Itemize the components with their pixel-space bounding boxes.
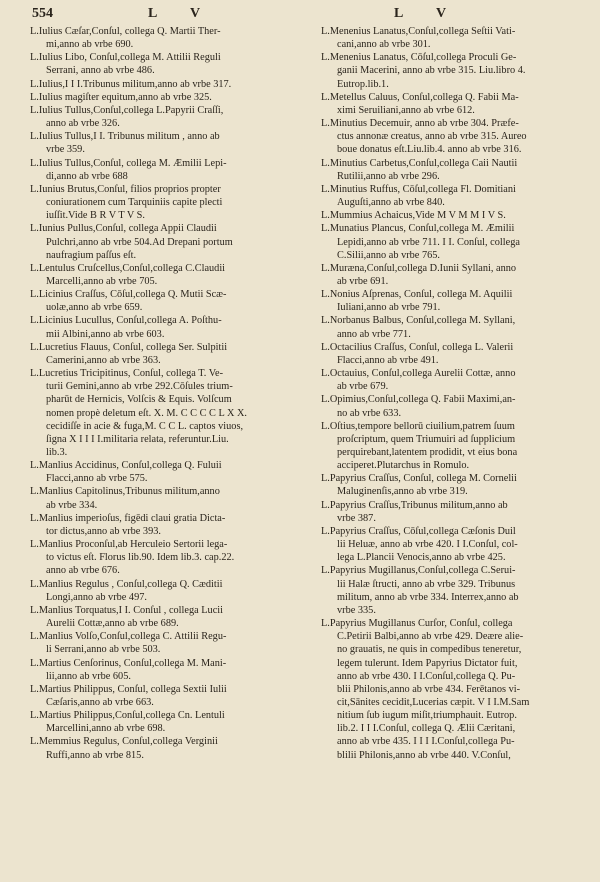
right-column-line: blilii Philonis,anno ab vrbe 440. V.Conſul, [337,749,511,761]
right-column-line: perquirebant,latentem prodidit, vt eius bona [337,447,518,458]
left-column-line: ſigna X I I I I.militaria relata, referuntur.Liu. [46,433,229,445]
left-column-line: L.Martius Cenſorinus, Conſul,collega M. Mani- [30,657,227,669]
right-column-line: L.Minutius Decemuir, anno ab vrbe 304. Præfe- [321,118,519,130]
left-column-line: L.Manlius imperioſus, figēdi claui gratia Dicta- [30,512,226,524]
right-column-line: no grauatis, ne quis in compedibus teneretur, [337,644,522,656]
right-column-line: anno ab vrbe 771. [337,328,411,340]
left-column-line: turii Gemini,anno ab vrbe 292.Cōſules trium- [46,381,233,393]
left-column-line: mi,anno ab vrbe 690. [46,39,134,51]
right-column-line: L.Papyrius Craſſus,Tribunus militum,anno ab [321,499,508,511]
right-running-letter-l: L [394,6,404,21]
left-column-line: L.Lucretius Tricipitinus, Conſul, collega T. Ve- [30,368,224,380]
right-column-line: L.Papyrius Craſſus, Conſul, collega M. Cornelii [321,473,517,485]
right-column-line: vrbe 335. [337,604,376,616]
right-running-letter-v: V [436,6,447,21]
right-column-line: cani,anno ab vrbe 301. [337,39,431,51]
left-running-letter-v: V [190,6,201,21]
right-column-line: proſcriptum, quem Triumuiri ad ſupplicium [337,433,516,445]
left-column-line: Flacci,anno ab vrbe 575. [46,473,148,485]
left-column-line: Ruffi,anno ab vrbe 815. [46,749,144,761]
left-column-line: Serrani, anno ab vrbe 486. [46,65,155,77]
right-column-line: L.Minutius Carbetus,Conſul,collega Caii Nautii [321,157,518,169]
right-column-line: L.Minutius Ruffus, Cōſul,collega Fl. Domitiani [321,183,516,195]
right-column-line: C.Petirii Balbi,anno ab vrbe 429. Deære alie- [337,631,524,643]
left-column-line: L.Lentulus Cruſcellus,Conſul,collega C.Claudii [30,262,226,274]
left-column-line: L.Manlius Accidinus, Conſul,collega Q. Fuluii [30,460,222,472]
right-column-line: Flacci,anno ab vrbe 491. [337,354,439,366]
left-column-line: L.Manlius Capitolinus,Tribunus militum,anno [30,486,220,498]
left-column-line: Longi,anno ab vrbe 497. [46,591,147,603]
right-column-line: ab vrbe 679. [337,381,389,393]
left-column-line: Aurelii Cottæ,anno ab vrbe 689. [46,618,179,630]
right-column-line: C.Silii,anno ab vrbe 765. [337,249,440,261]
right-column-line: L.Papyrius Craſſus, Cōſul,collega Cæſonis Duil [321,525,516,537]
right-column-line: Iuliani,anno ab vrbe 791. [337,302,441,314]
left-column-line: L.Martius Philippus,Conſul,collega Cn. Lentuli [30,710,225,722]
page-number: 554 [32,6,53,21]
left-column-line: L.Iulius Tullus,Conſul,collega L.Papyrii Craſſi, [30,104,224,116]
left-column-line: anno ab vrbe 676. [46,565,120,577]
right-column-line: Rutilii,anno ab vrbe 296. [337,170,440,182]
left-column [30,25,314,762]
left-column-line: lib.3. [46,447,68,458]
left-column-line: L.Iunius Pullus,Conſul, collega Appii Claudii [30,223,217,235]
left-column-line: anno ab vrbe 326. [46,118,120,130]
left-column-line: L.Licinius Lucullus, Conſul,collega A. Poſthu- [30,315,222,327]
left-column-line: L.Iulius,I I I.Tribunus militum,anno ab vrbe 317. [30,78,232,90]
right-column-line: vrbe 387. [337,512,376,524]
left-column-line: tor dictus,anno ab vrbe 393. [46,525,161,537]
left-column-line: Marcellini,anno ab vrbe 698. [46,723,166,735]
right-column-line: L.Menenius Lanatus,Conſul,collega Seſtii Vati- [321,26,516,37]
left-column-line: L.Manlius Torquatus,I I. Conſul , collega Lucii [30,604,223,616]
left-column-line: L.Manlius Volſo,Conſul,collega C. Attilii Regu- [30,631,227,643]
left-column-line: L.Martius Philippus, Conſul, collega Sextii Iulii [30,683,227,695]
right-column-line: boue donatus eſt.Liu.lib.4. anno ab vrbe 316. [337,144,522,156]
left-column-line: lii,anno ab vrbe 605. [46,670,131,682]
right-column-line: ganii Macerini, anno ab vrbe 315. Liu.libro 4. [337,65,526,77]
left-column-line: L.Iulius Tullus,Conſul, collega M. Æmilii Lepi- [30,157,227,169]
right-column-line: L.Papyrius Mugillanus Curſor, Conſul, collega [321,618,513,630]
right-column-line: lii Halæ ſtructi, anno ab vrbe 329. Tribunus [337,578,516,590]
left-column-line: coniurationem cum Tarquiniis capite plecti [46,197,223,209]
left-column-line: L.Memmius Regulus, Conſul,collega Verginii [30,736,218,748]
left-column-line: naufragium paſſus eſt. [46,249,137,261]
right-column-line: L.Norbanus Balbus, Conſul,collega M. Syllani, [321,315,516,327]
right-column-line: L.Octauius, Conſul,collega Aurelii Cottæ, anno [321,368,516,380]
right-column-line: acciperet.Plutarchus in Romulo. [337,460,470,472]
right-column-line: Lepidi,anno ab vrbe 711. I I. Conſul, collega [337,236,520,248]
left-column-line: cecidiſſe in acie & fuga,M. C C L. captos viuos, [46,420,244,432]
left-column-line: L.Iulius Tullus,I I. Tribunus militum , anno ab [30,131,220,143]
running-header [0,6,600,26]
left-column-line: Camerini,anno ab vrbe 363. [46,354,161,366]
right-column-line: L.Metellus Caluus, Conſul,collega Q. Fabii Ma- [321,91,519,103]
left-column-line: nomen propè deletum eſt. X. M. C C C C L X X. [46,407,247,419]
right-column [321,25,586,762]
right-column-line: lega L.Plancii Venocis,anno ab vrbe 425. [337,552,506,564]
right-column-line: L.Menenius Lanatus, Cōſul,collega Proculi Ge- [321,52,517,64]
left-column-line: L.Iulius Libo, Conſul,collega M. Attilii Reguli [30,52,221,64]
left-column-line: di,anno ab vrbe 688 [46,170,128,182]
left-column-line: Cæſaris,anno ab vrbe 663. [46,696,154,708]
right-column-line: L.Opimius,Conſul,collega Q. Fabii Maximi,an- [321,394,516,406]
right-column-line: anno ab vrbe 430. I I.Conſul,collega Q. Pu- [337,670,516,682]
right-column-line: Auguſti,anno ab vrbe 840. [337,197,445,209]
right-column-line: L.Papyrius Mugillanus,Conſul,collega C.Serui- [321,565,516,577]
left-column-line: L.Manlius Proconſul,ab Herculeio Sertorii lega- [30,539,228,551]
right-column-line: Eutrop.lib.1. [337,78,389,90]
right-column-line: anno ab vrbe 435. I I I I.Conſul,collega Pu- [337,736,515,748]
right-column-line: no ab vrbe 633. [337,407,402,419]
right-column-line: Maluginenſis,anno ab vrbe 319. [337,486,468,498]
right-column-line: ab vrbe 691. [337,275,389,287]
left-column-line: L.Lucretius Flauus, Conſul, collega Ser. Sulpitii [30,341,228,353]
right-column-line: ctus annonæ creatus, anno ab vrbe 315. Aureo [337,131,527,143]
right-column-line: ximi Seruiliani,anno ab vrbe 612. [337,104,475,116]
right-column-line: L.Oſtius,tempore bellorū ciuilium,patrem ſuum [321,420,515,432]
right-column-line: legem tulerunt. Idem Papyrius Dictator fuit, [337,657,518,669]
left-column-line: Marcelli,anno ab vrbe 705. [46,275,158,287]
right-column-line: L.Octacilius Craſſus, Conſul, collega L. Valerii [321,341,514,353]
right-column-line: L.Mummius Achaicus,Vide M V M M I V S. [321,210,506,222]
left-column-line: Pulchri,anno ab vrbe 504.Ad Drepani portum [46,236,233,248]
right-column-line: L.Muræna,Conſul,collega D.Iunii Syllani, anno [321,262,517,274]
left-column-line: vrbe 359. [46,144,85,156]
left-column-line: iuſſit.Vide B R V T V S. [46,210,145,222]
left-column-line: L.Iulius magiſter equitum,anno ab vrbe 325. [30,91,212,103]
right-column-line: lib.2. I I I.Conſul, collega Q. Ælii Cæritani, [337,723,516,735]
right-column-line: blii Philonis,anno ab vrbe 434. Ferētanos vi- [337,683,521,695]
right-column-line: L.Munatius Plancus, Conſul,collega M. Æmilii [321,223,515,235]
left-column-line: L.Manlius Regulus , Conſul,collega Q. Cæditii [30,578,223,590]
left-column-line: to victus eſt. Florus lib.90. Idem lib.3. cap.22. [46,552,235,564]
left-column-line: ab vrbe 334. [46,499,98,511]
left-column-line: L.Iulius Cæſar,Conſul, collega Q. Martii Ther- [30,26,221,37]
left-column-line: li Serrani,anno ab vrbe 503. [46,644,161,656]
right-column-line: militum, anno ab vrbe 334. Interrex,anno ab [337,591,519,603]
left-column-line: uolæ,anno ab vrbe 659. [46,302,143,314]
right-column-line: L.Nonius Aſprenas, Conſul, collega M. Aquilii [321,289,513,301]
left-column-line: mii Albini,anno ab vrbe 603. [46,328,165,340]
right-column-line: nitium ſub iugum miſit,triumphauit. Eutrop. [337,710,517,722]
left-column-line: pharūt de Hernicis, Volſcis & Equis. Volſcum [46,394,232,406]
right-column-line: lii Heluæ, anno ab vrbe 420. I I.Conſul, col- [337,539,518,551]
right-column-line: cit,Sānites cecidit,Lucerias cæpit. V I I.M.Sam [337,696,530,708]
left-column-line: L.Iunius Brutus,Conſul, filios proprios propter [30,183,221,195]
left-running-letter-l: L [148,6,158,21]
left-column-line: L.Licinius Craſſus, Cōſul,collega Q. Mutii Scæ- [30,289,227,301]
